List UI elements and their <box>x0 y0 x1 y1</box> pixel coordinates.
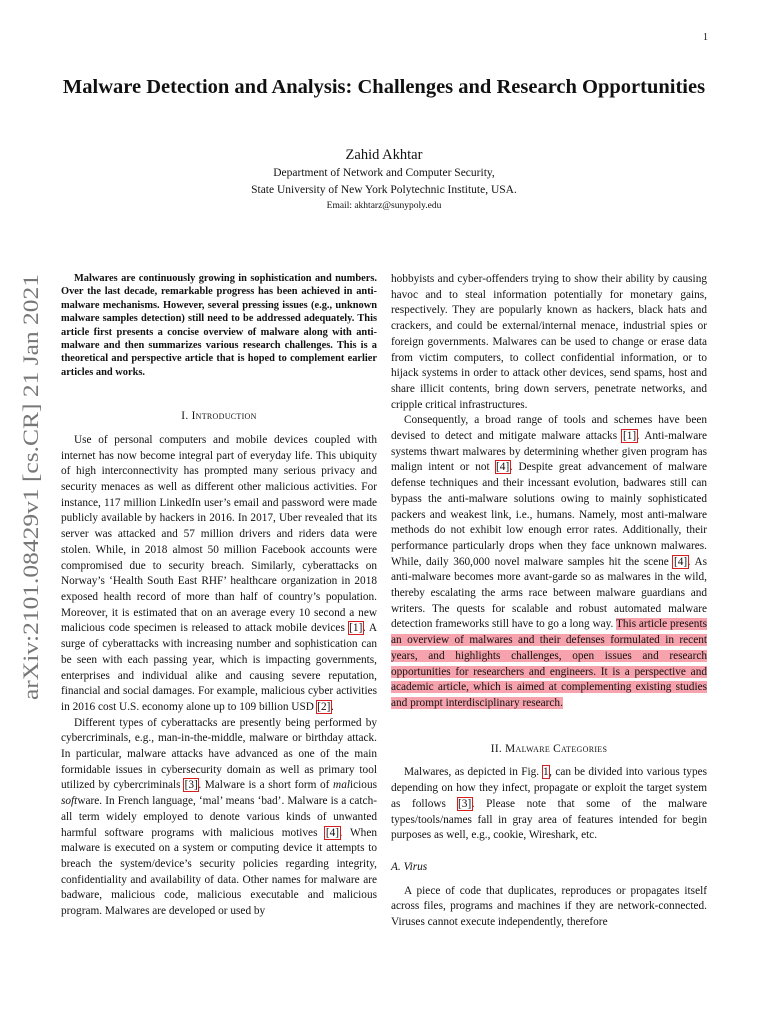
citation-link[interactable]: [1] <box>349 622 363 635</box>
subsection-title: Virus <box>403 860 428 873</box>
text-run: . Despite great advancement of malware defense techniques and their incessant evolution, badwares still can bypass the anti-malware solutions owing to mainly sophisticated packers and weakest link, i.e., humans. Namely, most anti-malware methods do not exhibit low enough error rates. Additionally, their performance particularly drops when they face unknown malwares. While, daily 360,000 novel malware samples hit the scene <box>391 461 707 568</box>
text-run: Malwares, as depicted in Fig. <box>404 766 543 779</box>
text-run: . Please note that some of the malware types/tools/names fall in gray area of features intended for begin purposes as well, e.g., cookie, Wireshark, etc. <box>391 797 708 842</box>
virus-paragraph-1: A piece of code that duplicates, reproduces or propagates itself across files, programs and machines if they are network-connected. Viruses cannot execute independently, therefore <box>391 884 707 929</box>
left-column <box>61 272 377 920</box>
figure-link[interactable]: 1 <box>543 766 549 779</box>
subsection-heading-virus <box>391 860 707 876</box>
section-number: I. <box>181 410 189 423</box>
intro-paragraph-1 <box>61 433 377 716</box>
text-run: Different types of cyberattacks are presently being performed by cybercriminals, e.g., man-in-the-middle, malware or birthday attack. In particular, malware attacks have advanced as one of the main formidable issues in cybersecurity domain as well as primary tool utilized by cybercriminals <box>61 716 377 792</box>
highlighted-text[interactable]: This article presents an overview of malwares and their defenses formulated in recent years, and highlights challenges, open issues and research opportunities for researchers and engineers. It is a perspective and academic article, which is aimed at complementing existing studies and prompt interdisciplinary research. <box>391 618 707 709</box>
subsection-label: A. <box>391 860 401 873</box>
author-name: Zahid Akhtar <box>345 147 423 163</box>
text-run: . <box>330 700 334 713</box>
section-heading-introduction <box>61 409 377 425</box>
text-run: . As anti-malware becomes more avant-garde so as malwares in the wild, thereby escalating the arms race between malware guardians and writers. The quests for scalable and robust automated malware detection frameworks still have to go a long way. <box>391 555 707 631</box>
text-run: . Malware is a short form of <box>198 779 334 792</box>
page-number: 1 <box>703 32 708 43</box>
section-number: II. <box>490 742 503 755</box>
text-run: . A surge of cyberattacks with increasing number and sophistication can be seen with each passing year, which is impacting governments, enterprises and individual alike and causing severe reputation, financial and social damages. For example, malicious cyber activities in 2016 cost U.S. economy alone up to 109 billion USD <box>61 622 378 713</box>
arxiv-identifier-stamp <box>14 272 44 700</box>
text-run: . Anti-malware systems thwart malwares by determining whether given program has malign intent or not <box>391 430 707 474</box>
citation-link[interactable]: [3] <box>184 779 198 792</box>
citation-link[interactable]: [4] <box>496 461 510 474</box>
arxiv-identifier-text: arXiv:2101.08429v1 [cs.CR] 21 Jan 2021 <box>18 332 43 700</box>
paper-title: Malware Detection and Analysis: Challenges and Research Opportunities <box>62 76 706 98</box>
text-run: icious <box>350 779 377 792</box>
intro-paragraph-continued: hobbyists and cyber-offenders trying to show their ability by causing havoc and to steal information potentially for monetary gains, respectively. They are popularly known as hackers, black hats and crackers, and could be external/internal menace, industrial spies or foreign governments. Malwares can be used to change or erase data from victim computers, to collect confidential information, or to hijack systems in order to attack other devices, send spams, host and share illicit contents, bring down servers, penetrate networks, and cripple critical infrastructures. <box>391 273 707 411</box>
categories-paragraph-1 <box>391 765 707 844</box>
citation-link[interactable]: [4] <box>673 555 688 568</box>
author-email: Email: akhtarz@sunypoly.edu <box>326 201 442 211</box>
text-run: , can be divided into various types depending on how they infect, propagate or exploit the target system as follows <box>391 766 707 810</box>
right-column <box>391 272 707 931</box>
text-run: ware <box>77 795 100 808</box>
abstract: Malwares are continuously growing in sophistication and numbers. Over the last decade, remarkable progress has been achieved in anti-malware mechanisms. However, several pressing issues (e.g., unknown malware samples detection) still need to be addressed adequately. This article first presents a concise overview of malware along with anti-malware and then summarizes various research challenges. This is a theoretical and perspective article that is hoped to complement earlier articles and works. <box>61 273 377 378</box>
citation-link[interactable]: [2] <box>317 700 331 713</box>
text-run: Consequently, a broad range of tools and schemes have been devised to detect and mitigate malware attacks <box>391 414 707 443</box>
section-title: Introduction <box>191 410 257 423</box>
text-run: . When malware is executed on a system or computing device it attempts to breach the system/device’s security policies regarding integrity, confidentiality and availability of data. Other names for malware are badware, malicious code, malicious executable and malicious program. Malwares are developed or used by <box>61 826 377 918</box>
intro-paragraph-2 <box>61 716 377 920</box>
affiliation-line-2: State University of New York Polytechnic Institute, USA. <box>251 184 517 196</box>
section-heading-malware-categories <box>391 742 707 758</box>
citation-link[interactable]: [3] <box>458 797 472 810</box>
affiliation-line-1: Department of Network and Computer Security, <box>273 167 495 179</box>
intro-paragraph-3 <box>391 413 707 711</box>
citation-link[interactable]: [4] <box>325 826 340 839</box>
text-run: Use of personal computers and mobile devices coupled with internet has now become integral part of everyday life. This ubiquity of high interconnectivity has prompted many serious privacy and security menaces as well as different other malicious activities. For instance, 117 million LinkedIn user’s email and password were made publicly available by hackers in 2016. In 2017, Uber revealed that its server was attacked and 57 million drivers and riders data were stolen. While, in 2018 almost 50 million Facebook accounts were compromised due to security breach. Similarly, cyberattacks on Norway’s ‘Health South East RHF’ healthcare organization in 2018 exposed health record of more than half of country’s population. Moreover, it is estimated that on an average every 10 second a new malicious code specimen is released to attack mobile devices <box>61 433 377 635</box>
section-title: Malware Categories <box>505 742 608 755</box>
italic-text: soft <box>61 795 78 808</box>
italic-text: mal <box>333 779 350 792</box>
citation-link[interactable]: [1] <box>622 430 637 443</box>
text-run: . In French language, ‘mal’ means ‘bad’. Malware is a catch-all term widely employed to denote various kinds of unwanted harmful software programs with malicious motives <box>61 795 377 839</box>
